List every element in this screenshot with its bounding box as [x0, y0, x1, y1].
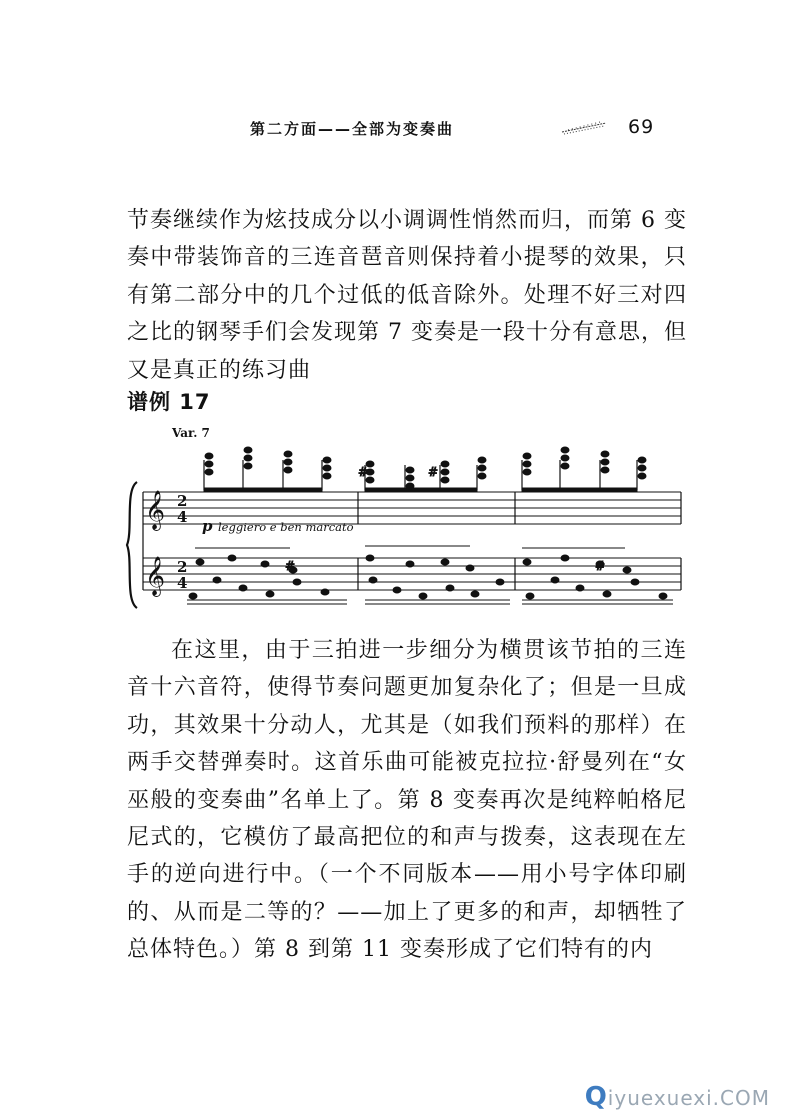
watermark-lead: Q	[584, 1082, 608, 1112]
time-signature-top: 2	[177, 492, 188, 510]
variation-label: Var. 7	[172, 426, 210, 440]
time-signature-top: 2	[177, 558, 188, 576]
music-score	[125, 420, 690, 620]
running-header-title: 第二方面——全部为变奏曲	[250, 120, 455, 138]
upper-notes	[204, 447, 646, 491]
expression-marking: leggiero e ben marcato	[218, 520, 354, 534]
barlines	[143, 492, 681, 590]
paragraph-2: 在这里，由于三拍进一步细分为横贯该节拍的三连音十六音符，使得节奏问题更加复杂化了；但是一旦成功，其效果十分动人，尤其是（如我们预料的那样）在两手交替弹奏时。这首乐曲可能被克拉拉·舒曼列在“女巫般的变奏曲”名单上了。第 8 变奏再次是纯粹帕格尼尼式的，它模仿了最高把位的和声与拨奏，这表现在左手的逆向进行中。（一个不同版本——用小号字体印刷的、从而是二等的？——加上了更多的和声，却牺牲了总体特色。）第 8 到第 11 变奏形成了它们特有的内	[127, 638, 687, 963]
watermark	[585, 1082, 770, 1112]
page-number: 69	[628, 116, 655, 138]
treble-clef-icon: 𝄞	[145, 490, 166, 530]
watermark-text: iyuexuexi.COM	[607, 1086, 770, 1110]
dynamic-marking: p	[202, 517, 213, 535]
svg-text:#: #	[595, 559, 606, 573]
time-signature-bottom: 4	[177, 508, 188, 526]
example-label: 谱例 17	[127, 390, 211, 414]
svg-text:#: #	[285, 559, 296, 573]
lower-notes	[187, 546, 673, 604]
treble-clef-icon: 𝄞	[145, 556, 166, 596]
system-brace	[127, 482, 137, 608]
paragraph-1: 节奏继续作为炫技成分以小调调性悄然而归，而第 6 变奏中带装饰音的三连音琶音则保持着小提琴的效果，只有第二部分中的几个过低的低音除外。处理不好三对四之比的钢琴手们会发现第 7 变奏是一段十分有意思，但又是真正的练习曲	[127, 208, 687, 383]
time-signature-bottom: 4	[177, 574, 188, 592]
svg-text:#: #	[358, 465, 369, 479]
running-header	[240, 118, 680, 142]
header-ornament-icon	[560, 120, 610, 136]
svg-text:#: #	[428, 465, 439, 479]
